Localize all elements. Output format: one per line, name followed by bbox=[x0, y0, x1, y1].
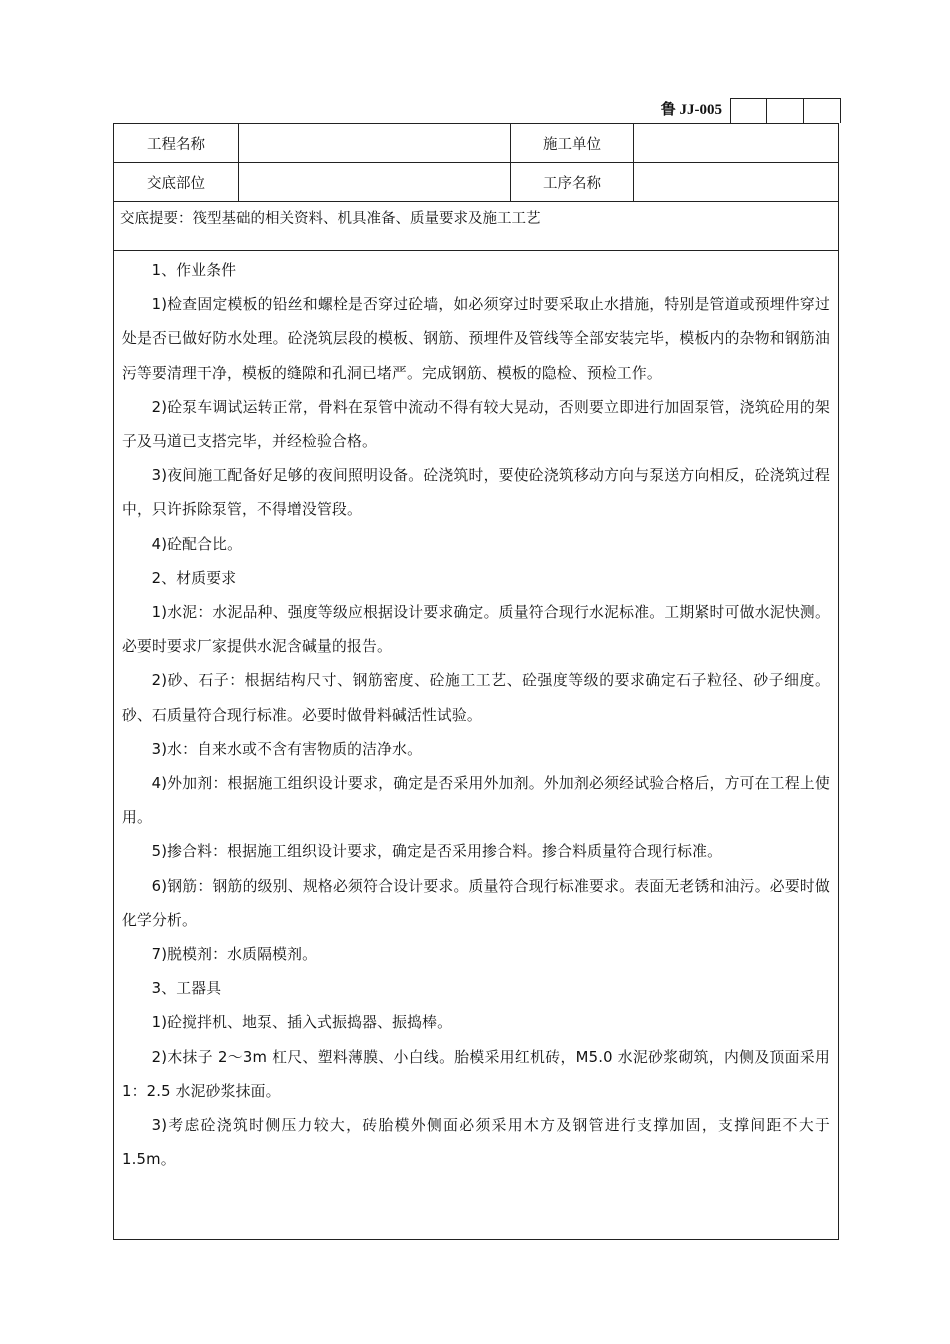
paragraph: 7)脱模剂：水质隔模剂。 bbox=[151, 946, 318, 964]
form-row-content bbox=[114, 251, 839, 1240]
paragraph: 3)水：自来水或不含有害物质的洁净水。 bbox=[151, 740, 423, 758]
handover-summary: 交底提要：筏型基础的相关资料、机具准备、质量要求及施工工艺 bbox=[114, 202, 839, 251]
paragraph: 3)夜间施工配备好足够的夜间照明设备。砼浇筑时，要使砼浇筑移动方向与泵送方向相反，砼浇筑过程中，只许拆除泵管，不得增没管段。 bbox=[122, 467, 830, 519]
process-name-label: 工序名称 bbox=[511, 163, 634, 202]
handover-part-value bbox=[239, 163, 511, 202]
paragraph: 1)检查固定模板的铅丝和螺栓是否穿过砼墙，如必须穿过时要采取止水措施，特别是管道或预埋件穿过处是否已做好防水处理。砼浇筑层段的模板、钢筋、预埋件及管线等全部安装完毕，模板内的杂物和钢筋油污等要清理干净，模板的缝隙和孔洞已堵严。完成钢筋、模板的隐检、预检工作。 bbox=[122, 296, 830, 382]
project-name-label: 工程名称 bbox=[114, 124, 239, 163]
process-name-value bbox=[634, 163, 839, 202]
paragraph: 1)水泥：水泥品种、强度等级应根据设计要求确定。质量符合现行水泥标准。工期紧时可做水泥快测。必要时要求厂家提供水泥含碱量的报告。 bbox=[122, 604, 830, 656]
paragraph: 1)砼搅拌机、地泵、插入式振捣器、振捣棒。 bbox=[151, 1014, 453, 1032]
paragraph: 5)掺合料：根据施工组织设计要求，确定是否采用掺合料。掺合料质量符合现行标准。 bbox=[151, 843, 723, 861]
form-code-row bbox=[640, 98, 841, 123]
paragraph: 6)钢筋：钢筋的级别、规格必须符合设计要求。质量符合现行标准要求。表面无老锈和油污。必要时做化学分析。 bbox=[122, 877, 830, 929]
paragraph: 2)木抹子 2～3m 杠尺、塑料薄膜、小白线。胎模采用红机砖，M5.0 水泥砂浆砌筑，内侧及顶面采用 1：2.5 水泥砂浆抹面。 bbox=[122, 1048, 830, 1100]
form-row-2 bbox=[114, 163, 839, 202]
paragraph: 3)考虑砼浇筑时侧压力较大，砖胎模外侧面必须采用木方及钢管进行支撑加固，支撑间距不大于 1.5m。 bbox=[122, 1117, 830, 1169]
paragraph: 3、工器具 bbox=[151, 980, 222, 998]
code-box-1 bbox=[730, 98, 767, 123]
code-box-3 bbox=[804, 98, 841, 123]
handover-part-label: 交底部位 bbox=[114, 163, 239, 202]
form-code: 鲁 JJ-005 bbox=[660, 102, 722, 118]
construction-unit-value bbox=[634, 124, 839, 163]
paragraph: 1、作业条件 bbox=[151, 262, 237, 279]
paragraph: 2)砼泵车调试运转正常，骨料在泵管中流动不得有较大晃动，否则要立即进行加固泵管，浇筑砼用的架子及马道已支搭完毕，并经检验合格。 bbox=[122, 398, 830, 451]
handover-content bbox=[114, 251, 839, 1240]
form-row-summary bbox=[114, 202, 839, 251]
form-row-1 bbox=[114, 124, 839, 163]
construction-unit-label: 施工单位 bbox=[511, 124, 634, 163]
code-box-2 bbox=[767, 98, 804, 123]
paragraph: 2)砂、石子：根据结构尺寸、钢筋密度、砼施工工艺、砼强度等级的要求确定石子粒径、砂子细度。砂、石质量符合现行标准。必要时做骨料碱活性试验。 bbox=[122, 672, 830, 724]
paragraph: 2、材质要求 bbox=[151, 569, 237, 587]
paragraph: 4)砼配合比。 bbox=[151, 535, 243, 553]
project-name-value bbox=[239, 124, 511, 163]
handover-form-table bbox=[113, 123, 839, 1240]
paragraph: 4)外加剂：根据施工组织设计要求，确定是否采用外加剂。外加剂必须经试验合格后，方可在工程上使用。 bbox=[122, 775, 830, 827]
